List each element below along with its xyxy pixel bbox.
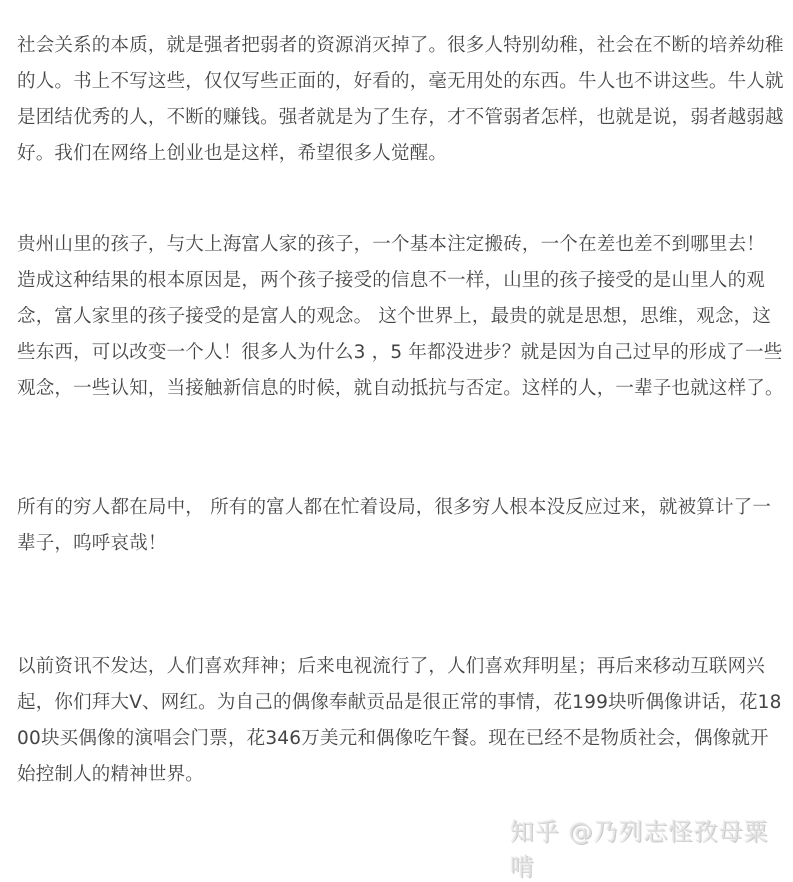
- paragraph-poor-and-rich: 所有的穷人都在局中， 所有的富人都在忙着设局，很多穷人根本没反应过来，就被算计了一辈子，呜呼哀哉！: [17, 497, 772, 554]
- zhihu-watermark: 知乎 @乃列志怪孜母粟啃: [510, 818, 769, 881]
- paragraph-guizhou-children: 贵州山里的孩子，与大上海富人家的孩子，一个基本注定搬砖，一个在差也差不到哪里去！ 造成这种结果的根本原因是，两个孩子接受的信息不一样，山里的孩子接受的是山里人的观念，富人家里的孩子接受的是富人的观念。 这个世界上，最贵的就是思想，思维，观念，这些东西，可以改变一个人！很多人为什么3 ，5 年都没进步？就是因为自己过早的形成了一些观念，一些认知，当接触新信息的时候，就自动抵抗与否定。这样的人，一辈子也就这样了。: [17, 234, 784, 399]
- paragraph-social-relations: 社会关系的本质，就是强者把弱者的资源消灭掉了。很多人特别幼稚，社会在不断的培养幼稚的人。书上不写这些，仅仅写些正面的，好看的，毫无用处的东西。牛人也不讲这些。牛人就是团结优秀的人，不断的赚钱。强者就是为了生存，才不管弱者怎样，也就是说，弱者越弱越好。我们在网络上创业也是这样，希望很多人觉醒。: [17, 35, 784, 164]
- paragraph-idol-worship: 以前资讯不发达，人们喜欢拜神；后来电视流行了，人们喜欢拜明星；再后来移动互联网兴起，你们拜大V、网红。为自己的偶像奉献贡品是很正常的事情，花199块听偶像讲话，花1800块买偶像的演唱会门票，花346万美元和偶像吃午餐。现在已经不是物质社会，偶像就开始控制人的精神世界。: [17, 656, 782, 785]
